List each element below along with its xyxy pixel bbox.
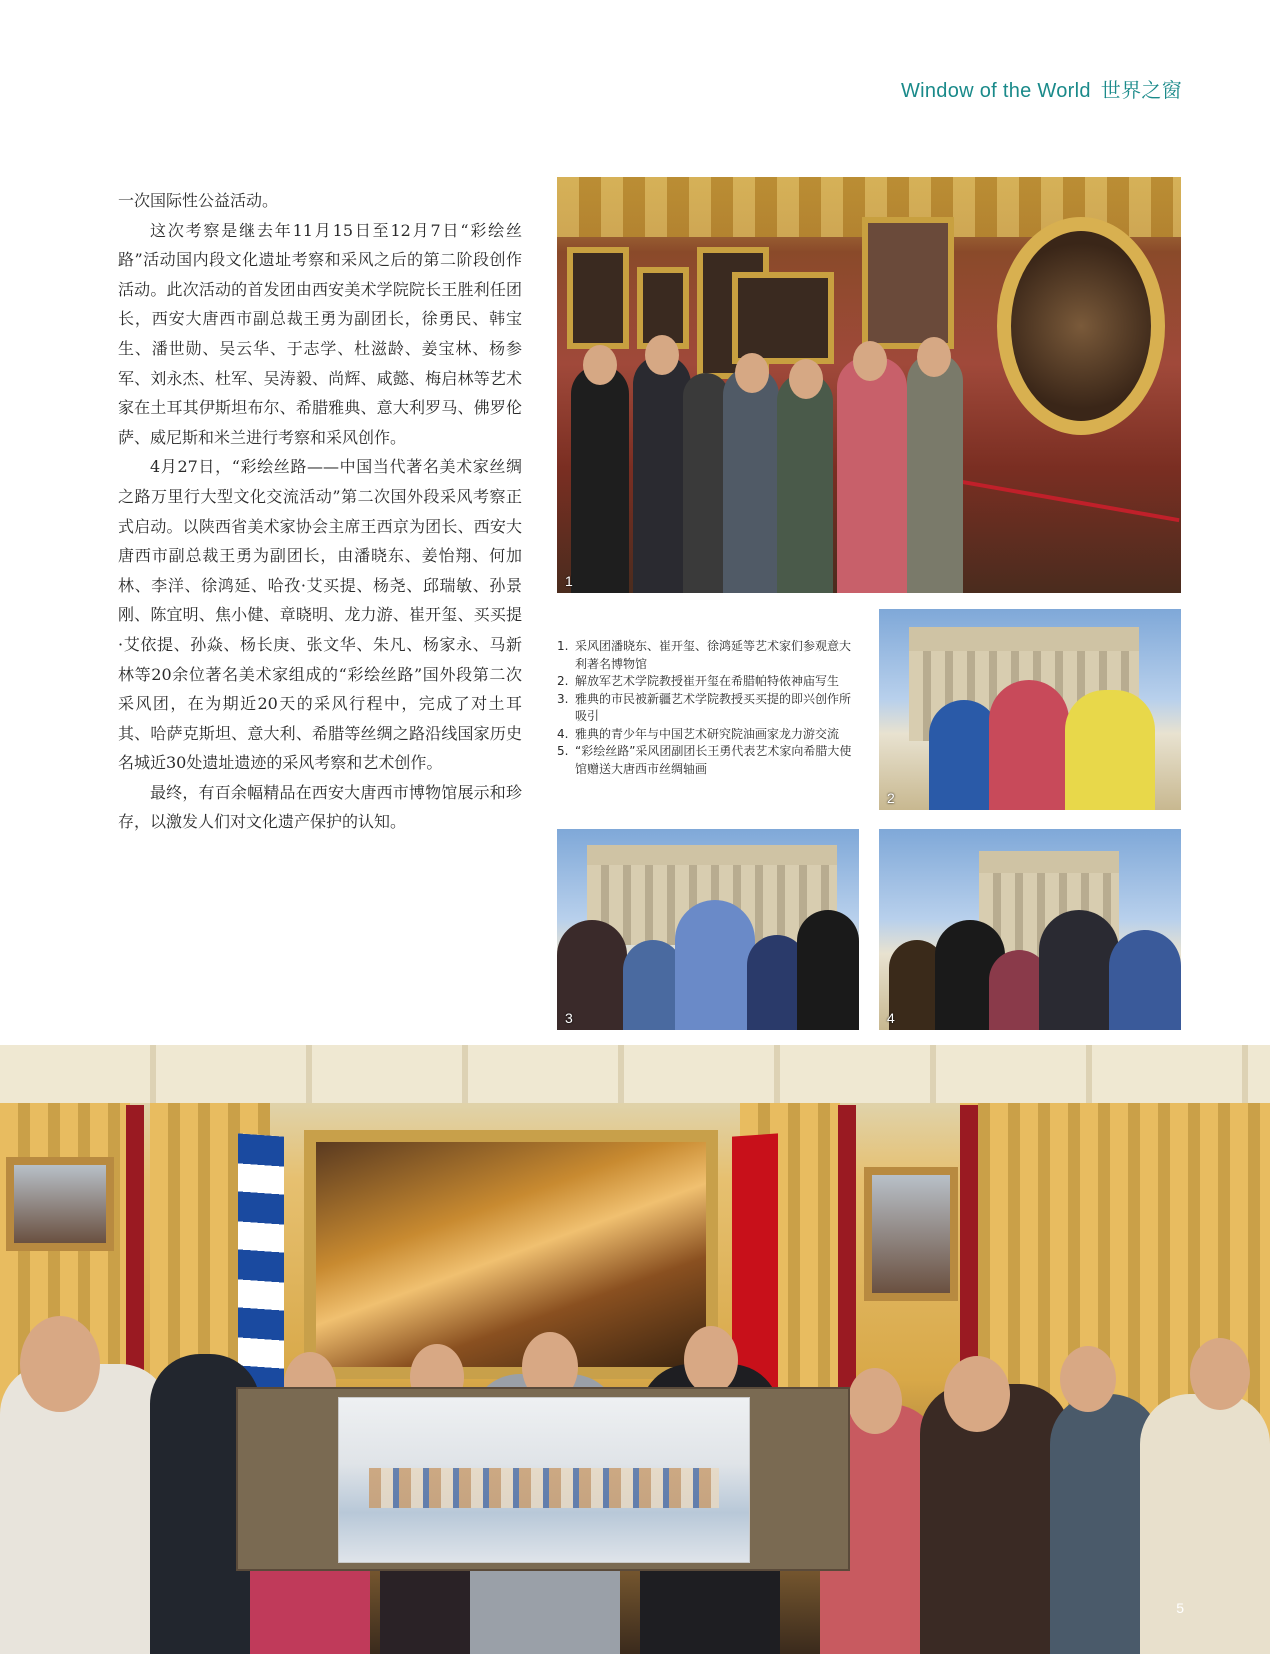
temple-pediment xyxy=(979,851,1119,873)
photo-captions xyxy=(557,638,861,778)
caption-number: 2. xyxy=(557,674,569,688)
caption-number: 5. xyxy=(557,744,569,758)
person xyxy=(0,1364,170,1654)
caption-number: 1. xyxy=(557,639,569,653)
temple-pediment xyxy=(587,845,837,865)
photo-number: 4 xyxy=(887,1010,895,1026)
caption-text: 雅典的青少年与中国艺术研究院油画家龙力游交流 xyxy=(575,726,840,741)
wall-molding xyxy=(0,1045,1270,1103)
person xyxy=(623,940,683,1030)
photo-embassy-presentation xyxy=(0,1045,1270,1654)
caption-item xyxy=(557,691,861,726)
page-number: 5 xyxy=(1176,1600,1184,1616)
photo-museum-visit xyxy=(557,177,1181,593)
section-title-cn: 世界之窗 xyxy=(1100,78,1182,102)
caption-number: 4. xyxy=(557,726,569,741)
person xyxy=(989,680,1069,810)
photo-number: 1 xyxy=(565,573,573,589)
person-head xyxy=(1190,1338,1250,1410)
temple-pediment xyxy=(909,627,1139,651)
caption-text: “彩绘丝路”采风团副团长王勇代表艺术家向希腊大使馆赠送大唐西市丝绸轴画 xyxy=(575,744,852,776)
photo-number: 2 xyxy=(887,790,895,806)
person-head xyxy=(20,1316,100,1412)
section-title-en: Window of the World xyxy=(900,80,1091,102)
article-paragraph: 最终，有百余幅精品在西安大唐西市博物馆展示和珍存，以激发人们对文化遗产保护的认知。 xyxy=(118,782,522,832)
article-paragraph: 4月27日，“彩绘丝路——中国当代著名美术家丝绸之路万里行大型文化交流活动”第二次国外段采风考察正式启动。以陕西省美术家协会主席王西京为团长、西安大唐西市副总裁王勇为副团长，由潘晓东、姜怡翔、何加林、李洋、徐鸿延、哈孜·艾买提、杨尧、邱瑞敏、孙景刚、陈宜明、焦小健、章晓明、龙力游、崔开玺、买买提·艾依提、孙焱、杨长庚、张文华、朱凡、杨家永、马新林等20余位著名美术家组成的“彩绘丝路”国外段第二次采风团，在为期近20天的采风行程中，完成了对土耳其、哈萨克斯坦、意大利、希腊等丝绸之路沿线国家历史名城近30处遗址遗迹的采风考察和艺术创作。 xyxy=(118,457,522,773)
person xyxy=(1065,690,1155,810)
visitor xyxy=(907,353,963,593)
visitor-head xyxy=(789,359,823,399)
caption-text: 采风团潘晓东、崔开玺、徐鸿延等艺术家们参观意大利著名博物馆 xyxy=(575,639,852,671)
painting-frame xyxy=(567,247,629,349)
photo-parthenon-sketching xyxy=(879,609,1181,810)
framed-portrait xyxy=(6,1157,114,1251)
photo-youth-exchange xyxy=(879,829,1181,1030)
caption-item xyxy=(557,638,861,673)
photo-citizens-watching xyxy=(557,829,859,1030)
person xyxy=(797,910,859,1030)
caption-number: 3. xyxy=(557,691,569,706)
caption-item xyxy=(557,726,861,744)
visitor xyxy=(777,373,833,593)
velvet-rope xyxy=(939,476,1180,522)
caption-text: 雅典的市民被新疆艺术学院教授买买提的即兴创作所吸引 xyxy=(575,691,852,723)
article-paragraph: 这次考察是继去年11月15日至12月7日“彩绘丝路”活动国内段文化遗址考察和采风之后的第二阶段创作活动。此次活动的首发团由西安美术学院院长王胜利任团长，西安大唐西市副总裁王勇为副团长，徐勇民、韩宝生、潘世勋、吴云华、于志学、杜滋龄、姜宝林、杨参军、刘永杰、杜军、吴涛毅、尚辉、咸懿、梅启林等艺术家在土耳其伊斯坦布尔、希腊雅典、意大利罗马、佛罗伦萨、威尼斯和米兰进行考察和采风创作。 xyxy=(118,220,522,447)
scroll-figures xyxy=(369,1468,719,1508)
madonna-painting xyxy=(997,217,1165,435)
visitor-head xyxy=(645,335,679,375)
photo-number: 3 xyxy=(565,1010,573,1026)
visitor xyxy=(837,357,907,593)
visitor-head xyxy=(735,353,769,393)
person xyxy=(1109,930,1181,1030)
painting-frame xyxy=(732,272,834,364)
visitor xyxy=(723,367,779,593)
silk-scroll-painting xyxy=(236,1387,850,1571)
visitor-head xyxy=(583,345,617,385)
painting-frame xyxy=(862,217,954,349)
person-head xyxy=(944,1356,1010,1432)
person xyxy=(1039,910,1119,1030)
visitor-head xyxy=(853,341,887,381)
visitor-head xyxy=(917,337,951,377)
article-paragraph: 一次国际性公益活动。 xyxy=(118,191,279,210)
section-header xyxy=(901,74,1182,103)
caption-item xyxy=(557,673,861,691)
person xyxy=(1140,1394,1270,1654)
person xyxy=(675,900,755,1030)
person-head xyxy=(1060,1346,1116,1412)
article-body xyxy=(118,186,522,837)
person-head xyxy=(684,1326,738,1394)
caption-text: 解放军艺术学院教授崔开玺在希腊帕特侬神庙写生 xyxy=(575,674,840,688)
caption-item xyxy=(557,743,861,778)
visitor xyxy=(571,365,629,593)
person-head xyxy=(848,1368,902,1434)
scroll-artwork xyxy=(338,1397,750,1563)
framed-portrait xyxy=(864,1167,958,1301)
